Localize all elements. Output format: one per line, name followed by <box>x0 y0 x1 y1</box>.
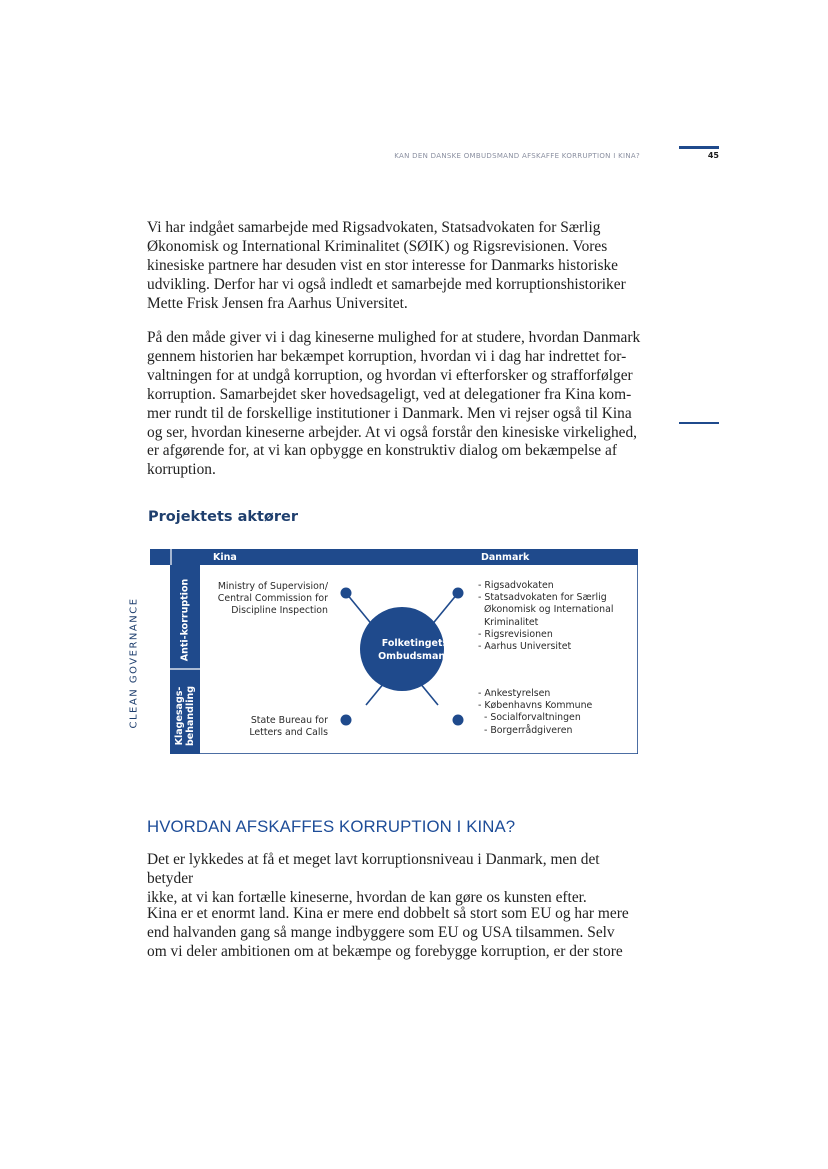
text-line: Central Commission for <box>217 593 328 605</box>
text-line: er afgørende for, at vi kan opbygge en konstruktiv dialog om bekæmpelse af <box>147 442 617 460</box>
text-line: Kriminalitet <box>484 616 539 628</box>
text-line: Det er lykkedes at få et meget lavt korruptionsniveau i Danmark, men det betyder <box>147 851 600 887</box>
text-line: Folketingets <box>381 638 449 649</box>
text-line: korruption. Samarbejdet sker hovedsageligt, ved at delegationer fra Kina kom- <box>147 385 632 403</box>
header-divider <box>170 549 172 565</box>
text-line: udvikling. Derfor har vi også indledt et samarbejde med korruptionshistoriker <box>147 275 626 293</box>
ombudsmand-label <box>376 638 454 663</box>
text-line: - Rigsrevisionen <box>478 628 553 640</box>
running-title: KAN DEN DANSKE OMBUDSMAND AFSKAFFE KORRUPTION I KINA? <box>394 152 640 160</box>
node-dot-danmark-top <box>453 588 464 599</box>
text-line: Kina er et enormt land. Kina er mere end dobbelt så stort som EU og har mere <box>147 905 629 922</box>
text-line: end halvanden gang så mange indbyggere som EU og USA tilsammen. Selv <box>147 923 615 941</box>
column-header-danmark: Danmark <box>481 552 530 563</box>
text-line: og ser, hvordan kineserne arbejder. At vi også forstår den kinesiske virkelighed, <box>147 423 638 441</box>
kina-anti-korruption-text <box>206 581 328 618</box>
paragraph-1 <box>147 219 647 314</box>
text-line: mer rundt til de forskellige institutioner i Danmark. Men vi rejser også til Kina <box>147 404 632 422</box>
kina-klagesag-text <box>206 715 328 739</box>
text-line: Ombudsmand <box>378 650 452 662</box>
text-line: - Rigsadvokaten <box>478 580 554 591</box>
text-line: ikke, at vi kan fortælle kineserne, hvordan de kan gøre os kunsten efter. <box>147 888 587 906</box>
text-line: valtningen for at undgå korruption, og hvordan vi efterforsker og strafforfølger <box>147 366 633 384</box>
text-line: Letters and Calls <box>249 727 328 739</box>
text-line: Økonomisk og International Kriminalitet (SØIK) og Rigsrevisionen. Vores <box>147 237 608 255</box>
text-line: På den måde giver vi i dag kineserne mulighed for at studere, hvordan Danmark <box>147 329 641 346</box>
text-line: Discipline Inspection <box>231 605 328 617</box>
node-dot-kina-top <box>341 588 352 599</box>
outer-label-gutter <box>150 565 170 754</box>
text-line: Mette Frisk Jensen fra Aarhus Universitet. <box>147 294 408 312</box>
node-dot-danmark-bottom <box>453 715 464 726</box>
paragraph-4 <box>147 905 647 962</box>
text-line: - Statsadvokaten for Særlig <box>478 592 607 604</box>
text-line: Ministry of Supervision/ <box>217 581 328 592</box>
paragraph-3 <box>147 851 647 908</box>
danmark-anti-korruption-text <box>478 580 613 653</box>
text-line: om vi deler ambitionen om at bekæmpe og forebygge korruption, er der store <box>147 942 623 960</box>
column-header-kina: Kina <box>213 552 237 563</box>
diagram-title: Projektets aktører <box>148 509 299 525</box>
text-line: gennem historien har bekæmpet korruption, hvordan vi i dag har indrettet for- <box>147 347 627 365</box>
text-line: - Borgerrådgiveren <box>484 724 573 736</box>
section-heading: HVORDAN AFSKAFFES KORRUPTION I KINA? <box>147 817 516 836</box>
text-line: kinesiske partnere har desuden vist en stor interesse for Danmarks historiske <box>147 256 618 274</box>
danmark-klagesag-text <box>478 688 592 737</box>
page-number-bar <box>679 146 719 149</box>
text-line: Økonomisk og International <box>484 604 614 616</box>
text-line: - Socialforvaltningen <box>484 712 581 724</box>
text-line: - Aarhus Universitet <box>478 641 572 653</box>
text-line: - Ankestyrelsen <box>478 688 551 699</box>
paragraph-2 <box>147 329 647 480</box>
text-line: Vi har indgået samarbejde med Rigsadvokaten, Statsadvokaten for Særlig <box>147 219 601 236</box>
text-line: korruption. <box>147 461 216 479</box>
text-line: State Bureau for <box>250 715 328 726</box>
text-line: - Københavns Kommune <box>478 700 593 712</box>
page-number: 45 <box>707 151 719 160</box>
node-dot-kina-bottom <box>341 715 352 726</box>
margin-rule <box>679 422 719 424</box>
